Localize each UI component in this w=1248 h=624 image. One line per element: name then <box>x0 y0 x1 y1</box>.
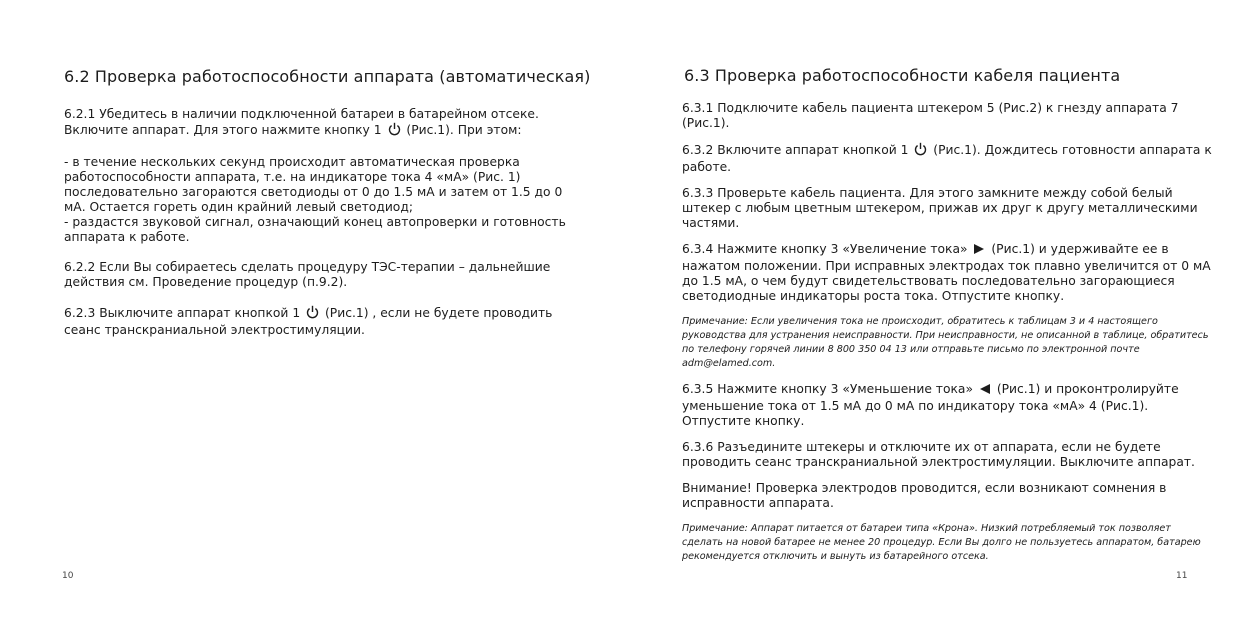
page-number: 11 <box>1176 571 1188 581</box>
paragraph-6-2-2: 6.2.2 Если Вы собираетесь сделать процедуру ТЭС-терапии – дальнейшие действия см. Проведение процедур (п.9.2). <box>64 260 551 289</box>
section-title-6-2: 6.2 Проверка работоспособности аппарата (автоматическая) <box>64 67 591 86</box>
left-column <box>64 107 568 353</box>
paragraph-6-3-4: 6.3.4 Нажмите кнопку 3 «Увеличение тока» (Рис.1) и удерживайте ее в нажатом положении. При исправных электродах ток плавно увеличится от 0 мА до 1.5 мА, о чем будут свидетельствовать последовательно загорающиеся светодиодные индикаторы роста тока. Отпустите кнопку. <box>682 242 1211 303</box>
paragraph-beep: - раздастся звуковой сигнал, означающий конец автопроверки и готовность аппарата к работе. <box>64 215 566 244</box>
power-icon <box>306 305 319 323</box>
paragraph-6-2-3: 6.2.3 Выключите аппарат кнопкой 1 (Рис.1) , если не будете проводить сеанс транскраниальной электростимуляции. <box>64 306 553 337</box>
power-icon <box>914 142 927 160</box>
paragraph-6-3-1: 6.3.1 Подключите кабель пациента штекером 5 (Рис.2) к гнезду аппарата 7 (Рис.1). <box>682 101 1179 130</box>
paragraph-6-3-5: 6.3.5 Нажмите кнопку 3 «Уменьшение тока» (Рис.1) и проконтролируйте уменьшение тока от 1.5 мА до 0 мА по индикатору тока «мА» 4 (Рис.1). Отпустите кнопку. <box>682 382 1179 428</box>
note-troubleshooting: Примечание: Если увеличения тока не происходит, обратитесь к таблицам 3 и 4 настоящего руководства для устранения неисправности. При неисправности, не описанной в таблице, обратитесь по телефону горячей линии 8 800 350 04 13 или отправьте письмо по электронной почте adm@elamed.com. <box>682 316 1209 369</box>
right-page <box>624 0 1248 624</box>
page-number: 10 <box>62 571 74 581</box>
paragraph-6-3-6: 6.3.6 Разъедините штекеры и отключите их от аппарата, если не будете проводить сеанс транскраниальной электростимуляции. Выключите аппарат. <box>682 440 1195 469</box>
paragraph-6-3-3: 6.3.3 Проверьте кабель пациента. Для этого замкните между собой белый штекер с любым цветным штекером, прижав их друг к другу металлическими частями. <box>682 186 1198 230</box>
paragraph-6-3-2: 6.3.2 Включите аппарат кнопкой 1 (Рис.1). Дождитесь готовности аппарата к работе. <box>682 143 1212 174</box>
paragraph-warning: Внимание! Проверка электродов проводится, если возникают сомнения в исправности аппарата. <box>682 481 1167 510</box>
paragraph-autocheck: - в течение нескольких секунд происходит автоматическая проверка работоспособности аппарата, т.е. на индикаторе тока 4 «мА» (Рис. 1) последовательно загораются светодиоды от 0 до 1.5 мА и затем от 1.5 до 0 мА. Остается гореть один крайний левый светодиод; <box>64 155 563 214</box>
arrow-right-icon <box>973 243 985 259</box>
power-icon <box>388 122 401 140</box>
right-column <box>682 101 1212 575</box>
note-battery: Примечание: Аппарат питается от батареи типа «Крона». Низкий потребляемый ток позволяет сделать на новой батарее не менее 20 процедур. Если Вы долго не пользуетесь аппаратом, батарею рекомендуется отключить и вынуть из батарейного отсека. <box>682 523 1201 562</box>
section-title-6-3: 6.3 Проверка работоспособности кабеля пациента <box>684 66 1121 85</box>
paragraph-6-2-1: 6.2.1 Убедитесь в наличии подключенной батареи в батарейном отсеке. Включите аппарат. Для этого нажмите кнопку 1 (Рис.1). При этом: <box>64 107 568 140</box>
arrow-left-icon <box>979 383 991 399</box>
